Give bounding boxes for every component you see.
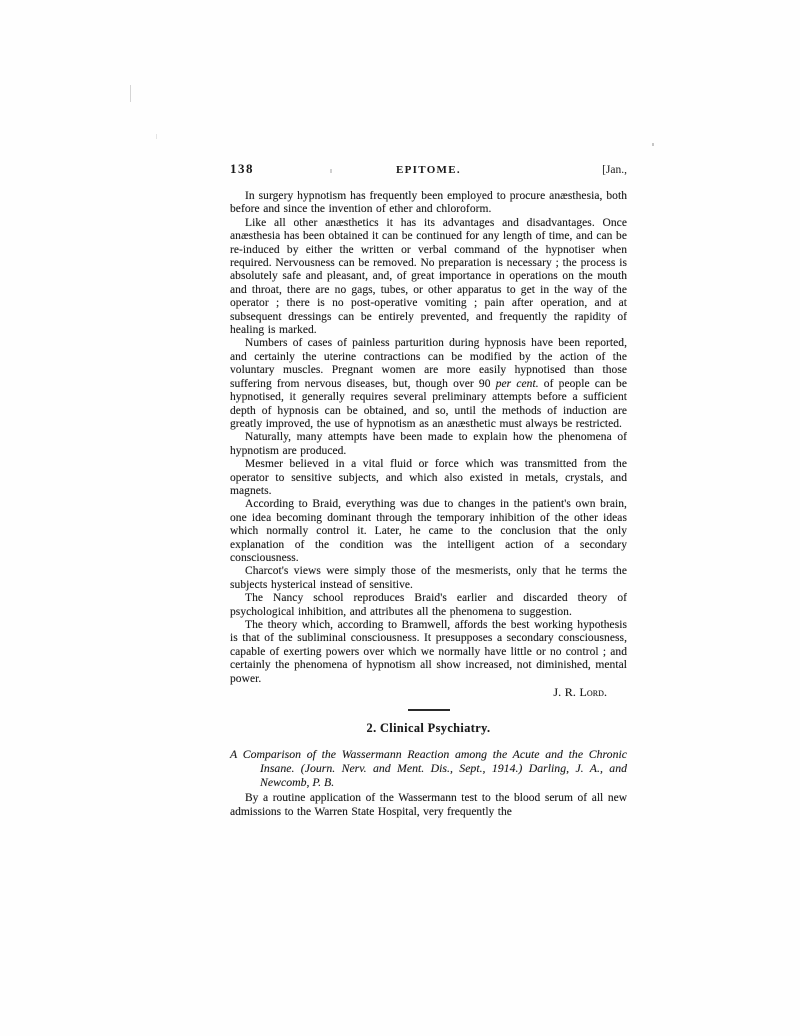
section-divider xyxy=(408,709,450,711)
page-header xyxy=(230,161,627,177)
paragraph: In surgery hypnotism has frequently been employed to procure anæsthesia, both before and since the invention of ether and chloroform. xyxy=(230,190,627,216)
scan-artifact xyxy=(652,143,654,146)
running-title: EPITOME. xyxy=(396,164,461,176)
paragraph: Mesmer believed in a vital fluid or force which was transmitted from the operator to sensitive subjects, and which also existed in metals, crystals, and magnets. xyxy=(230,458,627,497)
paragraph: According to Braid, everything was due to changes in the patient's own brain, one idea becoming dominant through the temporary inhibition of the other ideas which normally control it. Later, he came to the conclusion that the only explanation of the condition was the intelligent action of a secondary consciousness. xyxy=(230,498,627,564)
scan-artifact xyxy=(156,134,157,139)
page-content xyxy=(230,161,627,819)
paragraph: The Nancy school reproduces Braid's earlier and discarded theory of psychological inhibition, and attributes all the phenomena to suggestion. xyxy=(230,592,627,618)
paragraph xyxy=(230,337,627,431)
paragraph: Charcot's views were simply those of the mesmerists, only that he terms the subjects hysterical instead of sensitive. xyxy=(230,565,627,591)
article-body xyxy=(230,190,627,699)
paragraph-text: Numbers of cases of painless parturition during hypnosis have been reported, and certainly the uterine contractions can be modified by the action of the voluntary muscles. Pregnant women are more easily hypnotised than those suffering from nervous diseases, but, though over 90 xyxy=(230,337,627,390)
paragraph: Naturally, many attempts have been made to explain how the phenomena of hypnotism are produced. xyxy=(230,431,627,457)
page-number: 138 xyxy=(230,161,254,176)
author-signature: J. R. Lord. xyxy=(553,685,607,700)
italic-phrase: per cent. xyxy=(495,377,539,390)
opening-paragraph: By a routine application of the Wassermann test to the blood serum of all new admissions to the Warren State Hospital, very frequently the xyxy=(230,792,627,818)
paragraph-text: of people can be hypnotised, it generally requires several preliminary attempts before a sufficient depth of hypnosis can be obtained, and so, until the methods of induction are greatly improved, the use of hypnotism as an anæsthetic must always be restricted. xyxy=(230,377,627,430)
reference-text: A Comparison of the Wassermann Reaction among the Acute and the Chronic Insane. (Journ. Nerv. and Ment. Dis., Sept., 1914.) Darling, J. A., and Newcomb, P. B. xyxy=(230,747,627,789)
paragraph: Like all other anæsthetics it has its advantages and disadvantages. Once anæsthesia has been obtained it can be continued for any length of time, and can be re-induced by either the written or verbal command of the hypnotiser when required. Nervousness can be removed. No preparation is necessary ; the process is absolutely safe and pleasant, and, of great importance in operations on the mouth and throat, there are no gags, tubes, or other apparatus to get in the way of the operator ; there is no post-operative vomiting ; pain after operation, and at subsequent dressings can be entirely prevented, and frequently the rapidity of healing is marked. xyxy=(230,216,627,337)
section-heading: 2. Clinical Psychiatry. xyxy=(366,721,491,736)
reference-entry xyxy=(230,748,627,789)
paragraph: The theory which, according to Bramwell, affords the best working hypothesis is that of the subliminal consciousness. It presupposes a secondary consciousness, capable of exerting powers over which we normally have little or no control ; and certainly the phenomena of hypnotism all show increased, not diminished, mental power. xyxy=(230,619,627,685)
issue-date: [Jan., xyxy=(602,164,627,176)
scan-artifact xyxy=(130,85,131,102)
